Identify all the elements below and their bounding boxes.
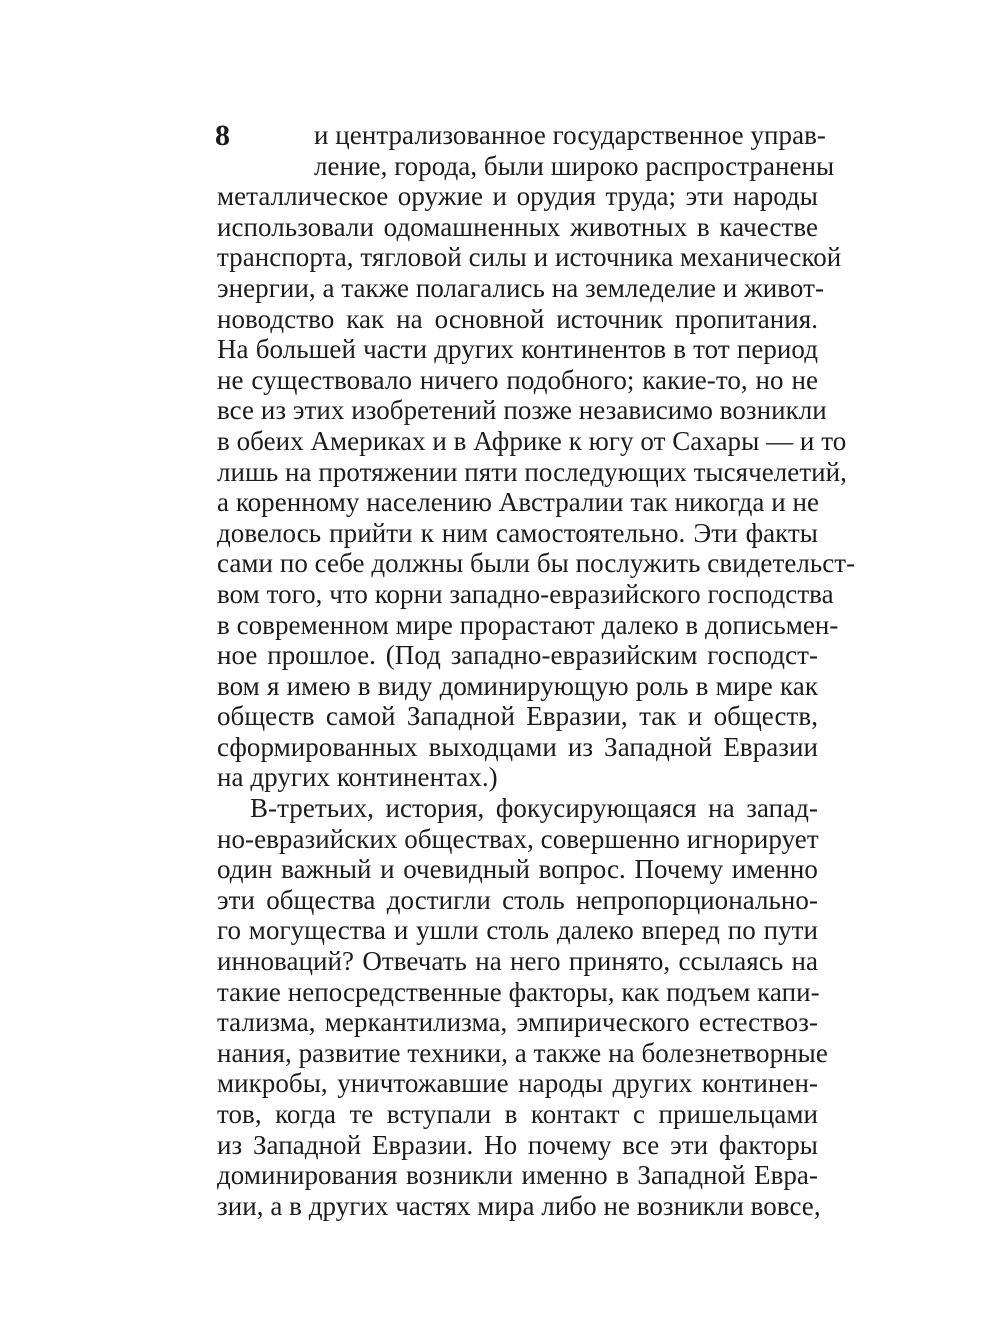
- text-line: На большей части других континентов в тот период: [217, 334, 818, 365]
- text-line: доминирования возникли именно в Западной Евра-: [217, 1160, 818, 1191]
- text-line: зии, а в других частях мира либо не возникли вовсе,: [217, 1190, 821, 1221]
- text-line: в современном мире прорастают далеко в дописьмен-: [217, 609, 839, 640]
- text-line: довелось прийти к ним самостоятельно. Эти факты: [217, 517, 818, 548]
- text-line: но-евразийских обществах, совершенно игнорирует: [217, 823, 819, 854]
- text-line: микробы, уничтожавшие народы других континен-: [217, 1068, 818, 1099]
- text-line: на других континентах.): [217, 762, 498, 793]
- text-line: лишь на протяжении пяти последующих тысячелетий,: [217, 456, 847, 487]
- text-line: а коренному населению Австралии так никогда и не: [217, 487, 820, 518]
- text-line: новодство как на основной источник пропитания.: [217, 303, 818, 334]
- text-line: ление, города, были широко распространены: [314, 150, 835, 181]
- text-line: и централизованное государственное управ-: [314, 120, 826, 150]
- text-line: энергии, а также полагались на земледелие и живот-: [217, 272, 825, 303]
- page-number: 8: [215, 119, 230, 152]
- text-line: тализма, меркантилизма, эмпирического естествоз-: [217, 1007, 818, 1038]
- text-line: один важный и очевидный вопрос. Почему именно: [217, 854, 818, 885]
- text-line: транспорта, тягловой силы и источника механической: [217, 242, 842, 273]
- text-line: сформированных выходцами из Западной Евразии: [217, 731, 818, 762]
- text-line: нания, развитие техники, а также на болезнетворные: [217, 1037, 828, 1068]
- text-line: ное прошлое. (Под западно-евразийским господст-: [217, 640, 818, 671]
- text-line: использовали одомашненных животных в качестве: [217, 211, 818, 242]
- body-text: [217, 120, 856, 1221]
- text-line: вом я имею в виду доминирующую роль в мире как: [217, 670, 818, 701]
- text-line: сами по себе должны были бы послужить свидетельст-: [217, 548, 856, 579]
- text-line: все из этих изобретений позже независимо возникли: [217, 395, 827, 426]
- text-line: металлическое оружие и орудия труда; эти народы: [217, 181, 818, 212]
- text-line: го могущества и ушли столь далеко вперед по пути: [217, 915, 818, 946]
- text-line: такие непосредственные факторы, как подъем капи-: [217, 976, 820, 1007]
- text-line: не существовало ничего подобного; какие-то, но не: [217, 364, 818, 395]
- text-line: вом того, что корни западно-евразийского господства: [217, 578, 834, 609]
- text-line: в обеих Америках и в Африке к югу от Сахары — и то: [217, 425, 847, 456]
- text-line: В-третьих, история, фокусирующаяся на запад-: [250, 793, 818, 824]
- text-line: инноваций? Отвечать на него принято, ссылаясь на: [217, 946, 818, 977]
- text-line: эти общества достигли столь непропорционально-: [217, 884, 818, 915]
- text-line: из Западной Евразии. Но почему все эти факторы: [217, 1129, 818, 1160]
- text-line: обществ самой Западной Евразии, так и обществ,: [217, 701, 818, 732]
- text-line: тов, когда те вступали в контакт с пришельцами: [217, 1099, 818, 1129]
